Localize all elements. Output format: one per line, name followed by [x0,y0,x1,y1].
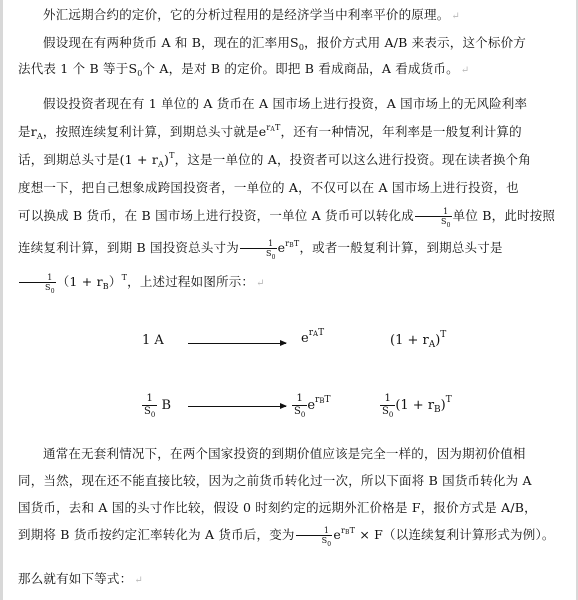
text-line: 法代表 1 个 B 等于$S_0$个 A，是对 B 的定价。即把 B 看成商品，A 看成货币。 ↵ [18,61,470,78]
text-line: 同，当然，现在还不能直接比较，因为之前货币转化过一次，所以下面将 B 国货币转化为 A [18,473,532,488]
expr-e-raT: $e^{r_AT}$ [258,123,281,139]
text-segment: 假设现在有两种货币 A 和 B，现在的汇率用 [43,35,291,50]
fraction-1-over-s0: $\frac{1}{S_0}$ [415,207,452,226]
text-segment: 假设投资者现在有 1 单位的 A 货币在 A 国市场上进行投资，A 国市场上的无风险利率 [43,96,528,111]
symbol-s0: $S_0$ [290,35,305,52]
text-segment: ，报价方式用 A/B 来表示，这个标价方 [304,35,526,50]
paragraph-mark: ↵ [460,65,470,76]
paragraph-mark: ↵ [256,278,265,289]
symbol-s0: $S_0$ [128,61,143,78]
fraction-1-over-s0: $\frac{1}{S_0}$ [382,393,394,419]
text-line: 话，到期总头寸是$(1 + r_A)^T$，这是一单位的 A，投资者可以这么进行投资。现在读者换个角 [18,151,531,169]
fraction-1-over-s0: $\frac{1}{S_0}$ [240,239,277,258]
diagram-row2-left: $\frac{1}{S_0}$ B [144,393,172,419]
text-segment: 那么就有如下等式： [18,571,133,586]
diagram-row2-right: $\frac{1}{S_0}$ $(1 + r_B)^T$ [382,393,452,419]
intro-text: 外汇远期合约的定价，它的分析过程用的是经济学当中利率平价的原理。 [43,7,450,22]
diagram-row1-left: 1 A [142,333,164,348]
paragraph-equation-intro [18,566,566,594]
expr-e-rbT: $e^{r_BT}$ [277,239,300,255]
diagram-arrow-2 [188,406,286,407]
diagram-row2-mid: $\frac{1}{S_0}$ $e^{r_BT}$ [294,393,331,419]
expr-1-plus-rb-T: $(1 + r_B)^T$ [56,273,128,291]
text-line: 连续复利计算，到期 B 国投资总头寸为 $\frac{1}{S_0}$ $e^{r_BT}$，或者一般复利计算，到期总头寸是 [18,239,503,261]
fraction-1-over-s0: $\frac{1}{S_0}$ [19,273,56,292]
diagram-row1-right: $(1 + r_A)^T$ [390,330,447,350]
fraction-1-over-s0: $\frac{1}{S_0}$ [294,393,306,419]
text-line: 是$r_A$，按照连续复利计算，到期总头寸就是$e^{r_AT}$，还有一种情况，年利率是一般复利计算的 [18,123,522,141]
fraction-1-over-s0: $\frac{1}{S_0}$ [144,393,156,419]
text-line: 可以换成 B 货币，在 B 国市场上进行投资，一单位 A 货币可以转化成 $\frac{1}{S_0}$ 单位 B，此时按照 [18,207,556,229]
paragraph-mark: ↵ [134,575,143,586]
expr-1-plus-ra-T: $(1 + r_A)^T$ [119,151,175,169]
text-line: 国货币，去和 A 国的头寸作比较，假设 0 时刻约定的远期外汇价格是 F，报价方式是 A/B， [18,500,537,515]
text-line: 到期将 B 货币按约定汇率转化为 A 货币后，变为 $\frac{1}{S_0}$ $e^{r_BT} \times F$（以连续复利计算形式为例）。 [18,526,555,548]
expr-e-rbT: $e^{r_BT}$ [333,526,356,542]
diagram-arrow-1 [188,343,286,344]
text-line: 度想一下，把自己想象成跨国投资者，一单位的 A，不仅可以在 A 国市场上进行投资，也 [18,180,519,195]
text-line: $\frac{1}{S_0}$ $(1 + r_B)^T$，上述过程如图所示： ↵ [0,268,265,298]
fraction-1-over-s0: $\frac{1}{S_0}$ [296,526,333,545]
paragraph-mark: ↵ [451,11,460,22]
symbol-ra: $r_A$ [30,124,43,141]
text-segment: 通常在无套利情况下，在两个国家投资的到期价值应该是完全一样的，因为期初价值相 [43,446,526,461]
diagram-row1-mid: $e^{r_AT}$ [301,328,325,346]
paragraph-arbitrage [18,440,566,548]
